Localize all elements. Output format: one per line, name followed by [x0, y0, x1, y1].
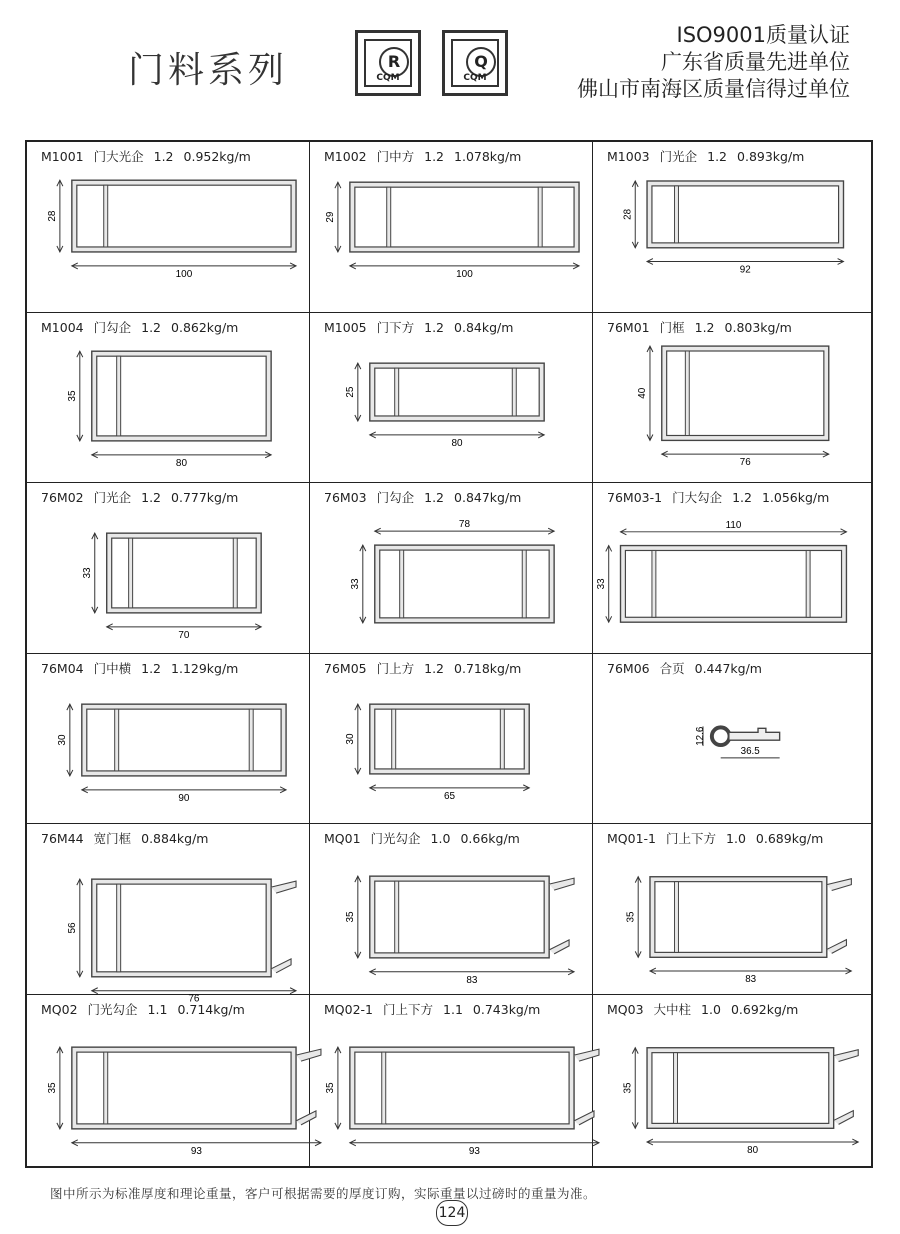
profile-drawing: [593, 162, 871, 310]
profile-thickness: 1.2: [141, 490, 162, 506]
profile-thickness: 1.0: [701, 1001, 721, 1017]
profile-drawing: [27, 162, 309, 310]
profile-drawing: [593, 844, 871, 992]
profile-weight: 0.84kg/m: [454, 319, 514, 335]
width-dimension: 93: [190, 1145, 202, 1157]
profile-drawing: [310, 333, 592, 481]
profile-weight: 0.847kg/m: [454, 490, 522, 506]
profile-section: [621, 546, 847, 623]
profile-code: M1003: [607, 149, 650, 164]
width-dimension: 80: [451, 437, 463, 449]
profile-section: [72, 180, 296, 252]
height-dimension: 33: [81, 567, 93, 579]
profile-code: MQ01: [324, 831, 361, 847]
cert-line: ISO9001质量认证: [676, 23, 850, 47]
height-dimension: 33: [595, 578, 607, 590]
profile-drawing: [310, 503, 592, 651]
profile-section: [72, 1047, 321, 1129]
profile-weight: 1.078kg/m: [454, 149, 522, 164]
profile-cell: [310, 483, 593, 654]
logo-code: CQM: [463, 73, 487, 83]
width-dimension: 83: [466, 975, 478, 987]
height-dimension: 35: [46, 1082, 58, 1094]
profile-section: [82, 704, 286, 776]
profile-cell: [593, 313, 871, 484]
width-dimension: 80: [747, 1144, 759, 1156]
page-number: 124: [436, 1200, 468, 1226]
profile-weight: 0.714kg/m: [177, 1001, 245, 1017]
profile-name: 门上下方: [383, 1001, 434, 1017]
profile-section: [92, 880, 296, 978]
profile-name: 门上下方: [666, 831, 717, 847]
cqm-q-logo: [442, 30, 508, 96]
profile-name: 门框: [659, 319, 685, 335]
profile-drawing: [27, 1015, 309, 1163]
profile-section: [650, 877, 851, 958]
profile-drawing: [27, 674, 309, 822]
width-dimension: 110: [725, 520, 742, 532]
profile-drawing: [593, 1015, 871, 1163]
profile-drawing: [310, 162, 592, 310]
profile-thickness: 1.0: [430, 831, 451, 847]
profile-weight: 1.056kg/m: [761, 490, 830, 506]
profile-code: 76M01: [607, 319, 650, 335]
height-dimension: 12.6: [695, 726, 707, 746]
logo-code: CQM: [376, 73, 400, 83]
profile-cell: [593, 483, 871, 654]
profile-cell: [593, 995, 871, 1166]
profile-drawing: [27, 844, 309, 1006]
profile-section: [370, 704, 529, 774]
footnote: 图中所示为标准厚度和理论重量，客户可根据需要的厚度订购，实际重量以过磅时的重量为准。: [50, 1186, 597, 1201]
profile-thickness: 1.2: [141, 660, 162, 676]
profile-name: 门下方: [376, 319, 415, 335]
profile-cell: [27, 313, 310, 484]
profile-thickness: 1.2: [732, 490, 752, 506]
cert-line: 广东省质量先进单位: [661, 50, 850, 74]
height-dimension: 25: [344, 386, 356, 398]
height-dimension: 30: [344, 733, 356, 745]
height-dimension: 35: [66, 390, 78, 402]
height-dimension: 35: [622, 1082, 634, 1094]
profile-weight: 1.129kg/m: [171, 660, 239, 676]
profile-code: M1001: [41, 149, 84, 164]
profile-drawing: [593, 333, 871, 481]
profile-drawing: [310, 1015, 592, 1163]
profile-name: 合页: [659, 660, 685, 676]
width-dimension: 100: [456, 268, 473, 280]
height-dimension: 40: [637, 387, 649, 399]
width-dimension: 100: [175, 268, 193, 280]
profile-cell: [27, 142, 310, 313]
profile-cell: [27, 824, 310, 1006]
profile-weight: 0.893kg/m: [737, 149, 805, 164]
profile-section: [647, 1048, 858, 1129]
profile-name: 门光企: [659, 149, 698, 164]
profile-thickness: 1.2: [424, 319, 445, 335]
width-dimension: 76: [739, 456, 751, 468]
profile-code: 76M06: [607, 660, 650, 676]
profile-code: 76M04: [41, 660, 84, 676]
profile-thickness: 1.2: [694, 319, 715, 335]
width-dimension: 70: [178, 629, 190, 641]
profile-code: 76M02: [41, 490, 84, 506]
profile-name: 门光勾企: [87, 1001, 138, 1017]
profile-thickness: 1.2: [707, 149, 728, 164]
profile-section: [662, 346, 829, 440]
profile-section: [107, 533, 261, 613]
profile-name: 门勾企: [93, 319, 132, 335]
profile-cell: [310, 995, 593, 1166]
profile-catalog-grid: [25, 140, 873, 1168]
profile-cell: [310, 824, 593, 995]
profile-section: [350, 182, 579, 252]
width-dimension: 78: [458, 519, 470, 531]
profile-section: [350, 1047, 599, 1129]
certification-list: [577, 22, 850, 103]
profile-weight: 0.689kg/m: [755, 831, 824, 847]
profile-drawing: [310, 674, 592, 822]
profile-code: MQ02-1: [324, 1001, 373, 1017]
profile-name: 门光企: [93, 490, 132, 506]
profile-code: 76M44: [41, 831, 84, 847]
profile-name: 门光勾企: [370, 831, 421, 847]
width-dimension: 36.5: [740, 745, 760, 757]
profile-weight: 0.447kg/m: [694, 660, 762, 676]
profile-section: [647, 181, 843, 248]
height-dimension: 30: [56, 734, 68, 746]
profile-section: [375, 545, 554, 623]
profile-thickness: 1.2: [141, 319, 162, 335]
height-dimension: 35: [625, 911, 637, 923]
profile-thickness: 1.1: [443, 1001, 463, 1017]
profile-weight: 0.952kg/m: [183, 149, 251, 164]
width-dimension: 90: [178, 792, 190, 804]
profile-thickness: 1.2: [424, 490, 445, 506]
profile-cell: [27, 654, 310, 825]
profile-thickness: 1.2: [424, 660, 445, 676]
profile-name: 大中柱: [653, 1001, 692, 1017]
profile-weight: 0.884kg/m: [141, 831, 209, 847]
profile-code: MQ02: [41, 1001, 78, 1017]
height-dimension: 28: [46, 210, 58, 222]
profile-weight: 0.743kg/m: [472, 1001, 541, 1017]
profile-code: M1002: [324, 149, 367, 164]
width-dimension: 65: [443, 790, 456, 802]
profile-code: M1005: [324, 319, 367, 335]
profile-thickness: 1.0: [726, 831, 746, 847]
profile-weight: 0.718kg/m: [454, 660, 522, 676]
logo-letter: Q: [466, 47, 496, 77]
profile-weight: 0.862kg/m: [171, 319, 239, 335]
profile-name: 门中方: [376, 149, 415, 164]
profile-code: M1004: [41, 319, 84, 335]
profile-cell: [310, 142, 593, 313]
width-dimension: 92: [739, 264, 751, 276]
profile-code: MQ03: [607, 1001, 644, 1017]
profile-drawing: [310, 844, 592, 992]
logo-letter: R: [379, 47, 409, 77]
profile-thickness: 1.1: [147, 1001, 168, 1017]
profile-name: 门大勾企: [672, 490, 723, 506]
hinge-knuckle: [712, 727, 730, 745]
height-dimension: 29: [324, 211, 336, 223]
profile-code: 76M03-1: [607, 490, 663, 506]
profile-name: 门大光企: [93, 149, 144, 164]
width-dimension: 76: [188, 994, 200, 1006]
profile-weight: 0.777kg/m: [171, 490, 239, 506]
profile-name: 门中横: [93, 660, 132, 676]
height-dimension: 28: [622, 208, 634, 220]
height-dimension: 33: [349, 578, 361, 590]
profile-section: [370, 877, 574, 959]
profile-name: 宽门框: [93, 831, 132, 847]
profile-code: 76M05: [324, 660, 367, 676]
height-dimension: 56: [66, 922, 78, 934]
profile-cell: [27, 483, 310, 654]
profile-drawing: [593, 674, 871, 822]
profile-cell: [593, 654, 871, 825]
profile-cell: [310, 313, 593, 484]
profile-cell: [593, 824, 871, 995]
profile-cell: [310, 654, 593, 825]
profile-weight: 0.692kg/m: [730, 1001, 799, 1017]
profile-section: [370, 363, 544, 421]
profile-weight: 0.66kg/m: [460, 831, 520, 847]
profile-cell: [27, 995, 310, 1166]
profile-drawing: [27, 333, 309, 481]
cqm-r-logo: [355, 30, 421, 96]
width-dimension: 80: [175, 457, 187, 469]
profile-drawing: [593, 503, 871, 651]
profile-cell: [593, 142, 871, 313]
height-dimension: 35: [344, 911, 356, 923]
height-dimension: 35: [324, 1082, 336, 1094]
profile-code: MQ01-1: [607, 831, 656, 847]
width-dimension: 83: [745, 974, 757, 986]
profile-code: 76M03: [324, 490, 367, 506]
cert-line: 佛山市南海区质量信得过单位: [577, 77, 850, 101]
profile-name: 门上方: [376, 660, 415, 676]
profile-thickness: 1.2: [424, 149, 445, 164]
profile-weight: 0.803kg/m: [724, 319, 792, 335]
page-title: 门料系列: [128, 50, 289, 91]
profile-section: [92, 351, 271, 441]
profile-drawing: [27, 503, 309, 651]
width-dimension: 93: [468, 1145, 480, 1157]
profile-thickness: 1.2: [153, 149, 174, 164]
profile-name: 门勾企: [376, 490, 415, 506]
hinge-leaf: [730, 728, 780, 740]
